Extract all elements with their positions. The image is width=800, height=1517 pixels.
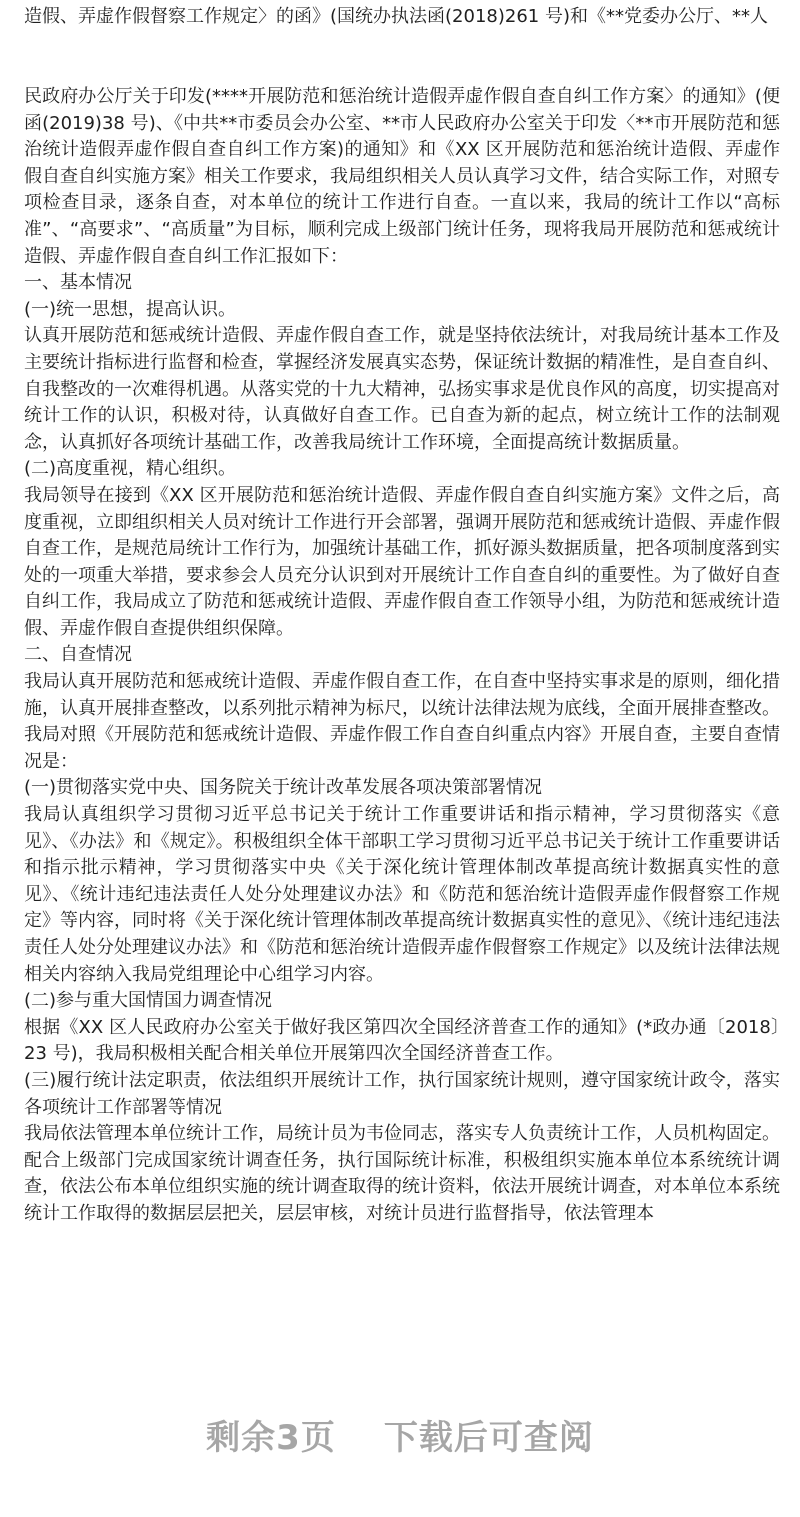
download-prompt[interactable] — [0, 1410, 800, 1459]
document-body — [24, 84, 780, 1228]
subsection-heading: (一)贯彻落实党中央、国务院关于统计改革发展各项决策部署情况 — [24, 777, 543, 799]
subsection-heading: (二)高度重视，精心组织。 — [24, 458, 237, 480]
body-paragraph: 我局认真组织学习贯彻习近平总书记关于统计工作重要讲话和指示精神，学习贯彻落实《意见》、《办法》和《规定》。积极组织全体干部职工学习贯彻习近平总书记关于统计工作重要讲话和指示批示精神，学习贯彻落实中央《关于深化统计管理体制改革提高统计数据真实性的意见》、《统计违纪违法责任人处分处理建议办法》和《防范和惩治统计造假弄虚作假督察工作规定》等内容，同时将《关于深化统计管理体制改革提高统计数据真实性的意见》、《统计违纪违法责任人处分处理建议办法》和《防范和惩治统计造假弄虚作假督察工作规定》以及统计法律法规相关内容纳入我局党组理论中心组学习内容。 — [24, 804, 780, 985]
top-fragment-line: 造假、弄虚作假督察工作规定〉的函》(国统办执法函(2018)261 号)和《**党委办公厅、**人 — [24, 6, 768, 27]
remaining-pages-label[interactable]: 剩余3页 — [206, 1418, 336, 1458]
body-paragraph: 我局领导在接到《XX 区开展防范和惩治统计造假、弄虚作假自查自纠实施方案》文件之后，高度重视，立即组织相关人员对统计工作进行开会部署，强调开展防范和惩戒统计造假、弄虚作假自查工作，是规范局统计工作行为，加强统计基础工作，抓好源头数据质量，把各项制度落到实处的一项重大举措，要求参会人员充分认识到对开展统计工作自查自纠的重要性。为了做好自查自纠工作，我局成立了防范和惩戒统计造假、弄虚作假自查工作领导小组，为防范和惩戒统计造假、弄虚作假自查提供组织保障。 — [24, 484, 780, 639]
download-hint-label[interactable]: 下载后可查阅 — [383, 1418, 594, 1458]
body-paragraph: 我局认真开展防范和惩戒统计造假、弄虚作假自查工作，在自查中坚持实事求是的原则，细化措施，认真开展排查整改，以系列批示精神为标尺，以统计法律法规为底线，全面开展排查整改。我局对照《开展防范和惩戒统计造假、弄虚作假工作自查自纠重点内容》开展自查，主要自查情况是： — [24, 671, 780, 772]
section-heading-basic: 一、基本情况 — [24, 272, 132, 294]
body-paragraph: 认真开展防范和惩戒统计造假、弄虚作假自查工作，就是坚持依法统计，对我局统计基本工作及主要统计指标进行监督和检查，掌握经济发展真实态势，保证统计数据的精准性，是自查自纠、自我整改的一次难得机遇。从落实党的十九大精神，弘扬实事求是优良作风的高度，切实提高对统计工作的认识，积极对待，认真做好自查工作。已自查为新的起点，树立统计工作的法制观念，认真抓好各项统计基础工作，改善我局统计工作环境，全面提高统计数据质量。 — [24, 325, 780, 453]
body-paragraph: 根据《XX 区人民政府办公室关于做好我区第四次全国经济普查工作的通知》(*政办通〔2018〕23 号)，我局积极相关配合相关单位开展第四次全国经济普查工作。 — [24, 1016, 780, 1065]
intro-paragraph: 民政府办公厅关于印发(****开展防范和惩治统计造假弄虚作假自查自纠工作方案〉的通知》(便函(2019)38 号)、《中共**市委员会办公室、**市人民政府办公室关于印发〈**市开展防范和惩治统计造假弄虚作假自查自纠工作方案)的通知》和《XX 区开展防范和惩治统计造假、弄虚作假自查自纠实施方案》相关工作要求，我局组织相关人员认真学习文件，结合实际工作，对照专项检查目录，逐条自查，对本单位的统计工作进行自查。一直以来，我局的统计工作以“高标准”、“高要求”、“高质量”为目标，顺利完成上级部门统计任务，现将我局开展防范和惩戒统计造假、弄虚作假自查自纠工作汇报如下： — [24, 86, 780, 267]
body-paragraph: 我局依法管理本单位统计工作，局统计员为韦俭同志，落实专人负责统计工作，人员机构固定。配合上级部门完成国家统计调查任务，执行国际统计标准，积极组织实施本单位本系统统计调查，依法公布本单位组织实施的统计调查取得的统计资料，依法开展统计调查，对本单位本系统统计工作取得的数据层层把关，层层审核，对统计员进行监督指导，依法管理本 — [24, 1123, 780, 1224]
subsection-heading: (三)履行统计法定职责，依法组织开展统计工作，执行国家统计规则，遵守国家统计政令，落实各项统计工作部署等情况 — [24, 1069, 780, 1118]
subsection-heading: (二)参与重大国情国力调查情况 — [24, 990, 273, 1012]
section-heading-selfcheck: 二、自查情况 — [24, 644, 132, 666]
subsection-heading: (一)统一思想，提高认识。 — [24, 298, 237, 320]
